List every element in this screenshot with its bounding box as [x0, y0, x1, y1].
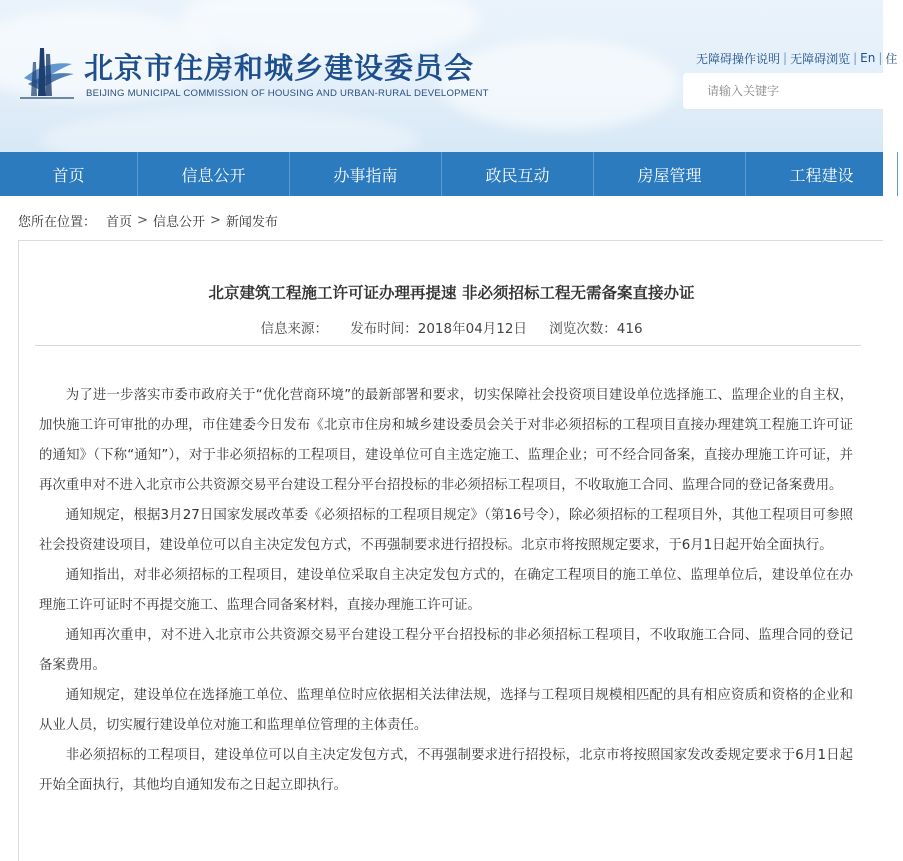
separator: |: [878, 51, 883, 65]
more-link[interactable]: 住: [885, 51, 898, 66]
breadcrumb: [18, 211, 278, 229]
breadcrumb-prefix: 您所在位置：: [18, 214, 97, 230]
top-links: [696, 50, 897, 66]
accessibility-guide-link[interactable]: 无障碍操作说明: [696, 51, 781, 66]
article-source: 信息来源：: [260, 321, 328, 337]
main-nav: [0, 152, 883, 196]
breadcrumb-separator: >: [209, 212, 221, 228]
cloud-decoration: [440, 40, 680, 130]
article-date: 发布时间：2018年04月12日: [350, 321, 527, 337]
article-paragraph: 为了进一步落实市委市政府关于“优化营商环境”的最新部署和要求，切实保障社会投资项目建设单位选择施工、监理企业的自主权，加快施工许可审批的办理，市住建委今日发布《北京市住房和城乡建设委员会关于对非必须招标的工程项目直接办理建筑工程施工许可证的通知》（下称“通知”），对于非必须招标的工程项目，建设单位可自主选定施工、监理企业；可不经合同备案，直接办理施工许可证，并再次重申对不进入北京市公共资源交易平台建设工程分平台招投标的非必须招标工程项目，不收取施工合同、监理合同的登记备案费用。: [39, 388, 853, 493]
article-paragraph: 通知再次重申，对不进入北京市公共资源交易平台建设工程分平台招投标的非必须招标工程项目，不收取施工合同、监理合同的登记备案费用。: [39, 628, 853, 673]
nav-item-interaction[interactable]: 政民互动: [442, 152, 594, 196]
commission-emblem-icon: [16, 40, 76, 104]
article-paragraph: 非必须招标的工程项目，建设单位可以自主决定发包方式，不再强制要求进行招投标，北京市将按照国家发改委规定要求于6月1日起开始全面执行，其他均自通知发布之日起立即执行。: [39, 748, 853, 793]
divider: [35, 345, 861, 346]
article-views: 浏览次数：416: [549, 321, 643, 337]
separator: |: [853, 51, 858, 65]
accessible-browse-link[interactable]: 无障碍浏览: [790, 51, 851, 66]
article-paragraph: 通知规定，建设单位在选择施工单位、监理单位时应依据相关法律法规，选择与工程项目规模相匹配的具有相应资质和资格的企业和从业人员，切实履行建设单位对施工和监理单位管理的主体责任。: [39, 688, 853, 733]
site-title[interactable]: 北京市住房和城乡建设委员会: [84, 51, 475, 85]
article-meta: [19, 317, 884, 337]
breadcrumb-news[interactable]: 新闻发布: [225, 214, 278, 230]
article-title: 北京建筑工程施工许可证办理再提速 非必须招标工程无需备案直接办证: [208, 284, 695, 302]
search-box: [683, 73, 903, 109]
search-input[interactable]: [707, 76, 897, 106]
article-panel: [18, 240, 883, 861]
article-body: [39, 381, 853, 801]
nav-item-construction[interactable]: 工程建设: [746, 152, 898, 196]
breadcrumb-separator: >: [137, 212, 148, 228]
site-subtitle: BEIJING MUNICIPAL COMMISSION OF HOUSING AND URBAN-RURAL DEVELOPMENT: [86, 88, 489, 99]
nav-item-service-guide[interactable]: 办事指南: [290, 152, 442, 196]
breadcrumb-home[interactable]: 首页: [106, 214, 133, 230]
site-header: [0, 0, 898, 152]
breadcrumb-info-disclosure[interactable]: 信息公开: [152, 214, 205, 230]
article-paragraph: 通知规定，根据3月27日国家发展改革委《必须招标的工程项目规定》（第16号令），除必须招标的工程项目外，其他工程项目可参照社会投资建设项目，建设单位可以自主决定发包方式，不再强制要求进行招投标。北京市将按照规定要求，于6月1日起开始全面执行。: [39, 508, 853, 553]
article-paragraph: 通知指出，对非必须招标的工程项目，建设单位采取自主决定发包方式的，在确定工程项目的施工单位、监理单位后，建设单位在办理施工许可证时不再提交施工、监理合同备案材料，直接办理施工许可证。: [39, 568, 853, 613]
nav-item-housing[interactable]: 房屋管理: [594, 152, 746, 196]
nav-item-info-disclosure[interactable]: 信息公开: [138, 152, 290, 196]
nav-item-home[interactable]: 首页: [0, 152, 138, 196]
english-link[interactable]: En: [860, 51, 876, 65]
separator: |: [783, 51, 788, 65]
